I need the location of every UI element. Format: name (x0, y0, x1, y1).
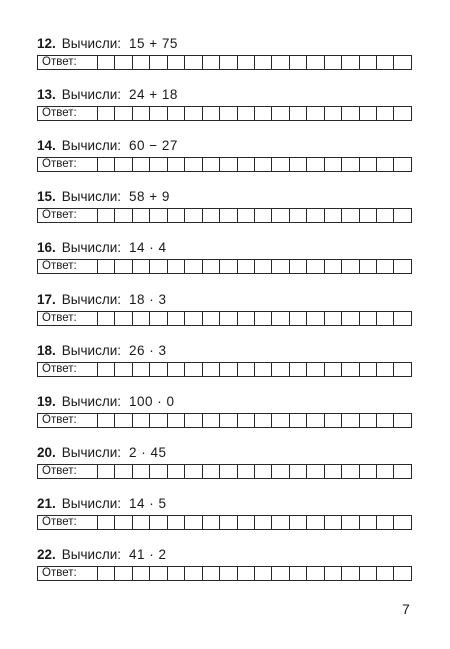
answer-cell[interactable] (150, 567, 167, 580)
answer-cell[interactable] (220, 312, 237, 325)
answer-cell[interactable] (238, 107, 255, 120)
answer-cell[interactable] (115, 465, 132, 478)
answer-cell[interactable] (133, 567, 150, 580)
answer-cell[interactable] (272, 260, 289, 273)
task-expression: 26 · 3 (128, 343, 167, 358)
answer-cell[interactable] (185, 56, 202, 69)
answer-cell[interactable] (290, 312, 307, 325)
answer-cell[interactable] (394, 363, 410, 376)
answer-cell[interactable] (220, 567, 237, 580)
task-14 (37, 138, 412, 170)
answer-cell[interactable] (360, 516, 377, 529)
answer-row (37, 413, 412, 428)
answer-cell[interactable] (360, 260, 377, 273)
answer-cell[interactable] (168, 107, 185, 120)
answer-cell[interactable] (255, 107, 272, 120)
answer-label: Ответ: (38, 107, 98, 120)
task-expression: 60 − 27 (128, 138, 178, 153)
answer-cell[interactable] (394, 312, 410, 325)
answer-cell[interactable] (307, 158, 324, 171)
task-19 (37, 394, 412, 426)
answer-cell[interactable] (168, 56, 185, 69)
answer-cell[interactable] (168, 516, 185, 529)
answer-cell[interactable] (150, 158, 167, 171)
answer-cell[interactable] (168, 414, 185, 427)
task-expression: 14 · 4 (128, 240, 167, 255)
answer-cells (98, 107, 411, 120)
answer-cell[interactable] (290, 465, 307, 478)
answer-cell[interactable] (115, 260, 132, 273)
task-number: 12. (37, 36, 56, 51)
answer-cell[interactable] (150, 107, 167, 120)
task-expression: 41 · 2 (128, 547, 167, 562)
answer-cell[interactable] (115, 363, 132, 376)
answer-cell[interactable] (272, 107, 289, 120)
task-16 (37, 240, 412, 272)
answer-cell[interactable] (255, 363, 272, 376)
answer-cell[interactable] (115, 312, 132, 325)
answer-cell[interactable] (220, 465, 237, 478)
answer-cell[interactable] (203, 414, 220, 427)
answer-cell[interactable] (342, 414, 359, 427)
answer-cell[interactable] (133, 209, 150, 222)
task-20 (37, 445, 412, 477)
answer-cell[interactable] (290, 516, 307, 529)
answer-cells (98, 363, 411, 376)
task-label: Вычисли: (61, 87, 121, 102)
answer-cell[interactable] (115, 158, 132, 171)
task-label: Вычисли: (61, 496, 121, 511)
answer-label: Ответ: (38, 567, 98, 580)
answer-cell[interactable] (115, 209, 132, 222)
answer-cells (98, 465, 411, 478)
answer-cell[interactable] (203, 260, 220, 273)
answer-cell[interactable] (360, 56, 377, 69)
answer-cell[interactable] (307, 363, 324, 376)
task-12 (37, 36, 412, 68)
answer-cell[interactable] (168, 363, 185, 376)
answer-cell[interactable] (115, 567, 132, 580)
task-line (37, 240, 412, 260)
answer-label: Ответ: (38, 158, 98, 171)
answer-cell[interactable] (394, 107, 410, 120)
answer-cell[interactable] (325, 363, 342, 376)
answer-cell[interactable] (394, 414, 410, 427)
answer-cell[interactable] (115, 414, 132, 427)
answer-cell[interactable] (342, 56, 359, 69)
answer-cell[interactable] (98, 158, 115, 171)
answer-cell[interactable] (203, 107, 220, 120)
answer-cell[interactable] (272, 465, 289, 478)
answer-cell[interactable] (290, 209, 307, 222)
answer-cell[interactable] (98, 414, 115, 427)
answer-cell[interactable] (185, 209, 202, 222)
answer-label: Ответ: (38, 312, 98, 325)
task-label: Вычисли: (61, 240, 121, 255)
answer-cell[interactable] (360, 465, 377, 478)
task-label: Вычисли: (61, 394, 121, 409)
answer-label: Ответ: (38, 56, 98, 69)
answer-cell[interactable] (98, 209, 115, 222)
answer-cell[interactable] (98, 56, 115, 69)
answer-cell[interactable] (150, 465, 167, 478)
task-label: Вычисли: (61, 343, 121, 358)
task-expression: 58 + 9 (128, 189, 170, 204)
answer-cell[interactable] (290, 107, 307, 120)
answer-cell[interactable] (272, 312, 289, 325)
answer-cell[interactable] (220, 158, 237, 171)
answer-cell[interactable] (185, 158, 202, 171)
task-number: 17. (37, 292, 56, 307)
task-number: 16. (37, 240, 56, 255)
answer-row (37, 464, 412, 479)
answer-cell[interactable] (325, 56, 342, 69)
answer-cell[interactable] (377, 260, 394, 273)
answer-cell[interactable] (394, 567, 410, 580)
task-line (37, 36, 412, 56)
answer-cell[interactable] (377, 56, 394, 69)
task-line (37, 189, 412, 209)
answer-cell[interactable] (325, 414, 342, 427)
answer-cell[interactable] (133, 56, 150, 69)
answer-label: Ответ: (38, 516, 98, 529)
answer-cell[interactable] (115, 516, 132, 529)
answer-cell[interactable] (133, 465, 150, 478)
answer-cell[interactable] (307, 209, 324, 222)
answer-label: Ответ: (38, 209, 98, 222)
task-line (37, 87, 412, 107)
task-label: Вычисли: (61, 445, 121, 460)
answer-cell[interactable] (98, 107, 115, 120)
answer-cell[interactable] (290, 56, 307, 69)
task-number: 22. (37, 547, 56, 562)
answer-cell[interactable] (394, 260, 410, 273)
answer-cell[interactable] (360, 567, 377, 580)
answer-cell[interactable] (272, 516, 289, 529)
answer-cell[interactable] (133, 107, 150, 120)
answer-cell[interactable] (342, 312, 359, 325)
answer-cell[interactable] (220, 414, 237, 427)
answer-cell[interactable] (238, 260, 255, 273)
answer-cell[interactable] (377, 516, 394, 529)
answer-cell[interactable] (360, 363, 377, 376)
answer-cell[interactable] (203, 567, 220, 580)
answer-cell[interactable] (272, 567, 289, 580)
task-line (37, 394, 412, 414)
answer-label: Ответ: (38, 465, 98, 478)
answer-cell[interactable] (325, 158, 342, 171)
answer-cell[interactable] (220, 363, 237, 376)
answer-cell[interactable] (220, 516, 237, 529)
answer-cell[interactable] (290, 414, 307, 427)
answer-cell[interactable] (150, 209, 167, 222)
answer-cell[interactable] (203, 516, 220, 529)
answer-cell[interactable] (290, 158, 307, 171)
answer-cell[interactable] (360, 414, 377, 427)
answer-cells (98, 260, 411, 273)
task-line (37, 547, 412, 567)
answer-cell[interactable] (342, 158, 359, 171)
answer-cell[interactable] (377, 567, 394, 580)
answer-cell[interactable] (377, 363, 394, 376)
answer-cell[interactable] (185, 363, 202, 376)
answer-label: Ответ: (38, 363, 98, 376)
task-label: Вычисли: (61, 189, 121, 204)
answer-cell[interactable] (255, 567, 272, 580)
answer-cell[interactable] (377, 158, 394, 171)
answer-cell[interactable] (272, 414, 289, 427)
task-number: 18. (37, 343, 56, 358)
answer-cell[interactable] (307, 465, 324, 478)
task-label: Вычисли: (61, 547, 121, 562)
answer-cell[interactable] (307, 107, 324, 120)
answer-cell[interactable] (290, 567, 307, 580)
answer-cell[interactable] (185, 107, 202, 120)
answer-cell[interactable] (115, 107, 132, 120)
task-13 (37, 87, 412, 119)
answer-cell[interactable] (98, 363, 115, 376)
answer-cells (98, 56, 411, 69)
answer-cell[interactable] (360, 209, 377, 222)
answer-cell[interactable] (394, 465, 410, 478)
answer-row (37, 362, 412, 377)
task-expression: 15 + 75 (128, 36, 178, 51)
answer-cell[interactable] (255, 158, 272, 171)
answer-cell[interactable] (150, 363, 167, 376)
answer-cell[interactable] (98, 516, 115, 529)
task-expression: 18 · 3 (128, 292, 167, 307)
task-number: 19. (37, 394, 56, 409)
answer-cell[interactable] (360, 312, 377, 325)
answer-cell[interactable] (342, 567, 359, 580)
answer-cell[interactable] (255, 516, 272, 529)
task-number: 21. (37, 496, 56, 511)
task-line (37, 445, 412, 465)
answer-cell[interactable] (307, 516, 324, 529)
answer-cell[interactable] (168, 158, 185, 171)
answer-cell[interactable] (325, 312, 342, 325)
answer-cell[interactable] (307, 312, 324, 325)
task-18 (37, 343, 412, 375)
page-number: 7 (402, 601, 410, 617)
answer-cell[interactable] (307, 414, 324, 427)
answer-cell[interactable] (255, 260, 272, 273)
answer-cell[interactable] (203, 209, 220, 222)
answer-cell[interactable] (98, 312, 115, 325)
answer-cell[interactable] (290, 363, 307, 376)
answer-cell[interactable] (150, 414, 167, 427)
answer-cell[interactable] (307, 260, 324, 273)
answer-cell[interactable] (238, 363, 255, 376)
answer-cell[interactable] (98, 260, 115, 273)
task-number: 13. (37, 87, 56, 102)
task-label: Вычисли: (61, 138, 121, 153)
answer-cell[interactable] (255, 465, 272, 478)
answer-cell[interactable] (342, 260, 359, 273)
answer-cell[interactable] (203, 56, 220, 69)
answer-cell[interactable] (342, 465, 359, 478)
answer-cell[interactable] (255, 56, 272, 69)
answer-cell[interactable] (98, 567, 115, 580)
answer-cells (98, 312, 411, 325)
task-expression: 14 · 5 (128, 496, 167, 511)
answer-label: Ответ: (38, 414, 98, 427)
answer-cell[interactable] (133, 158, 150, 171)
answer-cell[interactable] (342, 516, 359, 529)
answer-cell[interactable] (272, 158, 289, 171)
task-expression: 100 · 0 (128, 394, 175, 409)
answer-cell[interactable] (133, 363, 150, 376)
answer-cell[interactable] (377, 107, 394, 120)
answer-cell[interactable] (238, 414, 255, 427)
answer-cell[interactable] (168, 567, 185, 580)
answer-cell[interactable] (238, 158, 255, 171)
answer-cell[interactable] (220, 209, 237, 222)
task-15 (37, 189, 412, 221)
answer-cell[interactable] (325, 516, 342, 529)
answer-cell[interactable] (290, 260, 307, 273)
answer-cell[interactable] (360, 107, 377, 120)
answer-cell[interactable] (238, 567, 255, 580)
task-number: 14. (37, 138, 56, 153)
answer-cell[interactable] (220, 56, 237, 69)
answer-cell[interactable] (325, 567, 342, 580)
answer-cell[interactable] (185, 312, 202, 325)
answer-row (37, 106, 412, 121)
answer-cell[interactable] (220, 260, 237, 273)
answer-cell[interactable] (168, 209, 185, 222)
answer-cell[interactable] (377, 209, 394, 222)
answer-cell[interactable] (342, 209, 359, 222)
task-line (37, 292, 412, 312)
answer-cell[interactable] (342, 363, 359, 376)
answer-cell[interactable] (360, 158, 377, 171)
answer-cell[interactable] (255, 312, 272, 325)
answer-cell[interactable] (238, 56, 255, 69)
answer-cell[interactable] (150, 516, 167, 529)
answer-cells (98, 209, 411, 222)
task-17 (37, 292, 412, 324)
answer-cell[interactable] (394, 209, 410, 222)
answer-cell[interactable] (220, 107, 237, 120)
task-expression: 2 · 45 (128, 445, 167, 460)
answer-cells (98, 158, 411, 171)
answer-cell[interactable] (150, 56, 167, 69)
answer-cell[interactable] (307, 567, 324, 580)
answer-cell[interactable] (203, 158, 220, 171)
answer-cell[interactable] (185, 414, 202, 427)
answer-cell[interactable] (325, 465, 342, 478)
answer-cell[interactable] (307, 56, 324, 69)
answer-cell[interactable] (133, 414, 150, 427)
answer-row (37, 311, 412, 326)
answer-cell[interactable] (168, 260, 185, 273)
answer-cell[interactable] (203, 465, 220, 478)
task-line (37, 138, 412, 158)
answer-row (37, 55, 412, 70)
answer-cell[interactable] (133, 516, 150, 529)
answer-cells (98, 567, 411, 580)
answer-row (37, 157, 412, 172)
answer-cell[interactable] (238, 312, 255, 325)
answer-cell[interactable] (325, 209, 342, 222)
answer-row (37, 515, 412, 530)
answer-cell[interactable] (203, 363, 220, 376)
task-number: 15. (37, 189, 56, 204)
answer-cell[interactable] (238, 516, 255, 529)
answer-cell[interactable] (342, 107, 359, 120)
answer-cell[interactable] (168, 312, 185, 325)
answer-row (37, 208, 412, 223)
answer-cell[interactable] (185, 465, 202, 478)
answer-cell[interactable] (133, 260, 150, 273)
answer-cell[interactable] (185, 260, 202, 273)
answer-cell[interactable] (377, 465, 394, 478)
answer-cell[interactable] (185, 516, 202, 529)
task-label: Вычисли: (61, 36, 121, 51)
answer-cell[interactable] (185, 567, 202, 580)
answer-cell[interactable] (325, 260, 342, 273)
answer-cell[interactable] (115, 56, 132, 69)
answer-cell[interactable] (377, 312, 394, 325)
answer-cells (98, 516, 411, 529)
answer-cell[interactable] (272, 56, 289, 69)
answer-cell[interactable] (238, 209, 255, 222)
answer-cell[interactable] (168, 465, 185, 478)
answer-cell[interactable] (150, 260, 167, 273)
answer-row (37, 259, 412, 274)
answer-cell[interactable] (255, 414, 272, 427)
task-22 (37, 547, 412, 579)
task-line (37, 496, 412, 516)
answer-cell[interactable] (150, 312, 167, 325)
answer-cells (98, 414, 411, 427)
answer-cell[interactable] (394, 56, 410, 69)
task-line (37, 343, 412, 363)
answer-cell[interactable] (377, 414, 394, 427)
answer-cell[interactable] (98, 465, 115, 478)
answer-cell[interactable] (325, 107, 342, 120)
answer-cell[interactable] (394, 516, 410, 529)
task-21 (37, 496, 412, 528)
task-expression: 24 + 18 (128, 87, 178, 102)
answer-cell[interactable] (133, 312, 150, 325)
answer-cell[interactable] (238, 465, 255, 478)
answer-cell[interactable] (203, 312, 220, 325)
answer-cell[interactable] (272, 363, 289, 376)
task-label: Вычисли: (61, 292, 121, 307)
answer-label: Ответ: (38, 260, 98, 273)
answer-cell[interactable] (272, 209, 289, 222)
task-number: 20. (37, 445, 56, 460)
answer-row (37, 566, 412, 581)
answer-cell[interactable] (394, 158, 410, 171)
answer-cell[interactable] (255, 209, 272, 222)
